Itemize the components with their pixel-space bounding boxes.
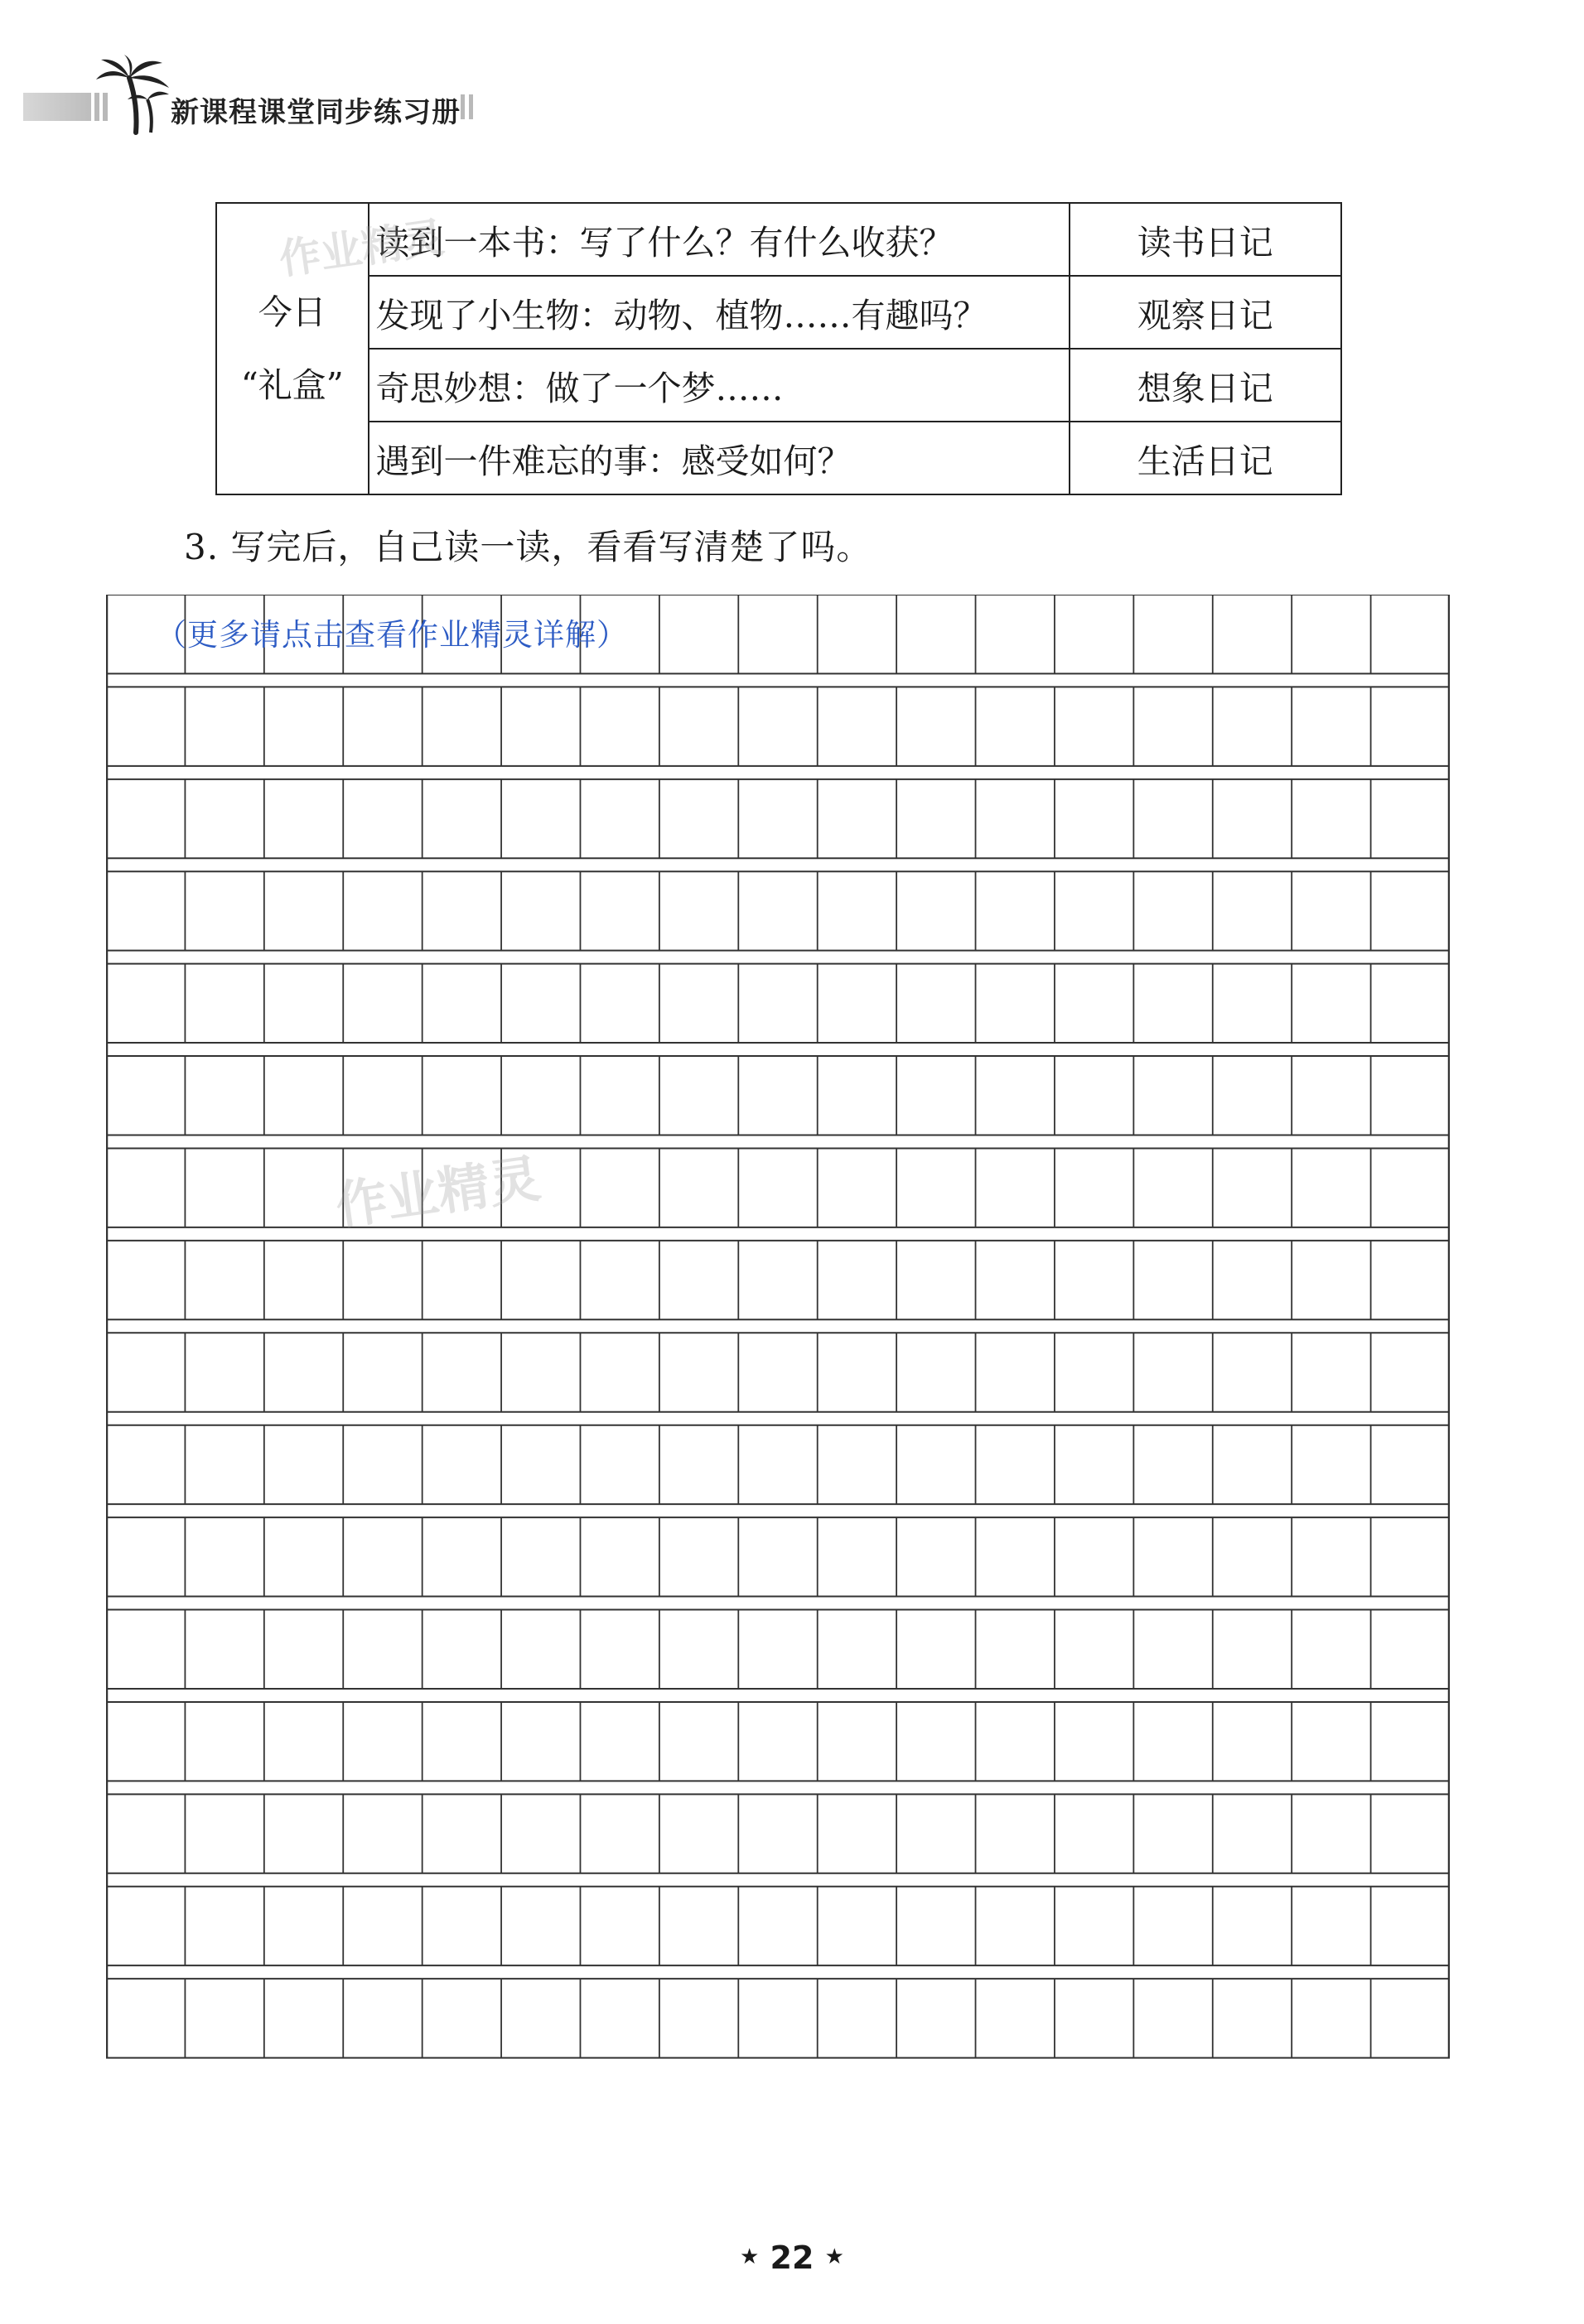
diary-description: 奇思妙想：做了一个梦…… xyxy=(369,349,1070,422)
header-gray-bar xyxy=(23,93,91,121)
label-line: “礼盒” xyxy=(240,365,344,405)
diary-description: 读到一本书：写了什么？有什么收获？ xyxy=(369,203,1070,276)
writing-grid[interactable] xyxy=(106,595,1450,2152)
writing-grid-lines xyxy=(106,595,1450,2152)
diary-type: 想象日记 xyxy=(1070,349,1341,422)
instruction-text: 3. 写完后，自己读一读，看看写清楚了吗。 xyxy=(184,527,872,567)
more-details-link[interactable]: （更多请点击查看作业精灵详解） xyxy=(156,617,628,653)
header-stripe xyxy=(469,94,473,119)
palm-tree-icon xyxy=(93,53,176,136)
diary-description: 遇到一件难忘的事：感受如何？ xyxy=(369,422,1070,494)
diary-description: 发现了小生物：动物、植物……有趣吗？ xyxy=(369,276,1070,349)
table-row xyxy=(216,422,1341,494)
header-stripe xyxy=(461,94,465,119)
header-title: 新课程课堂同步练习册 xyxy=(171,96,461,129)
label-line: 今日 xyxy=(258,292,326,332)
star-icon: ★ xyxy=(824,2244,844,2269)
star-icon: ★ xyxy=(740,2244,760,2269)
diary-type: 生活日记 xyxy=(1070,422,1341,494)
watermark: 作业精灵 xyxy=(276,213,447,284)
page-number-value: 22 xyxy=(770,2240,814,2276)
diary-type: 观察日记 xyxy=(1070,276,1341,349)
diary-type: 读书日记 xyxy=(1070,203,1341,276)
table-row xyxy=(216,349,1341,422)
watermark: 作业精灵 xyxy=(331,1148,544,1237)
table-row xyxy=(216,276,1341,349)
page-header xyxy=(0,50,1584,141)
page-number xyxy=(0,2240,1584,2276)
